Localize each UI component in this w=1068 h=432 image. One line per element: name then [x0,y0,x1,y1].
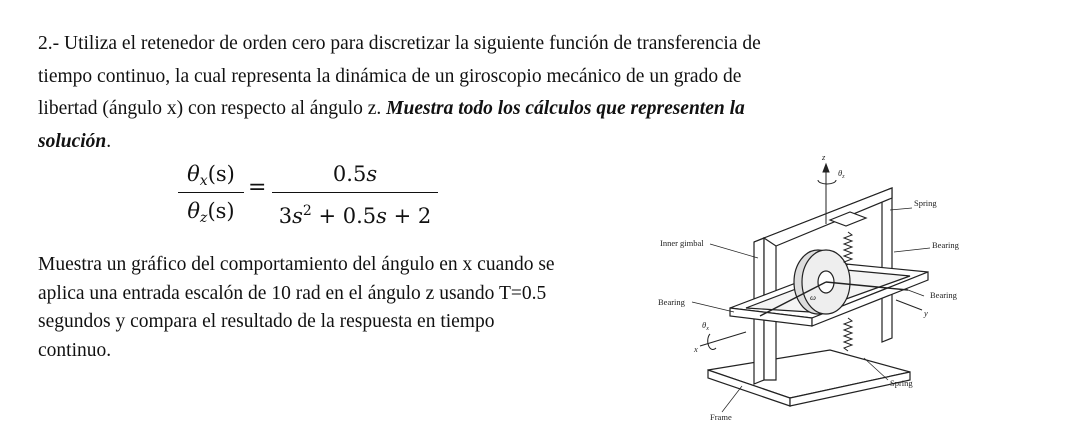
emphasis-period: . [106,130,112,152]
label-theta-z [838,168,845,180]
rhs-fraction [272,158,438,227]
problem-line-2: tiempo continuo, la cual representa la dinámica de un giroscopio mecánico de un grado de [38,65,742,87]
spring-top [844,232,852,265]
fraction-bar [272,192,438,193]
rhs-den-var2: s [376,204,387,228]
theta-z-symbol: θ [838,168,843,178]
x-axis-line [700,332,746,346]
instruction-line-1: Muestra un gráfico del comportamiento del ángulo en x cuando se [38,254,555,275]
label-axis-y: y [924,308,928,318]
lhs-numerator [178,158,244,190]
label-omega: ω [810,292,817,302]
label-axis-z: z [822,152,826,162]
spring-bottom [844,318,852,351]
lhs-fraction [178,158,244,227]
label-frame: Frame [710,412,732,422]
label-spring-top: Spring [914,198,937,208]
problem-line-1: 2.- Utiliza el retenedor de orden cero para discretizar la siguiente función de transferencia de [38,33,761,54]
problem-line-3 [38,93,918,126]
label-bearing-right-top: Bearing [932,240,959,250]
leader-bearing-left [692,302,734,312]
lhs-num-arg: (s) [207,162,235,186]
rhs-den-b: + 0.5 [311,204,377,228]
subscript-x: x [199,173,208,189]
frame-right-post [882,188,892,342]
label-bearing-left: Bearing [658,297,685,307]
z-axis-arrow [823,164,829,172]
frame-top-bar-face [764,188,892,246]
y-axis-line [896,300,922,310]
leader-spring-top [890,208,912,210]
theta-z-sub: z [842,174,845,180]
leader-frame [722,386,742,412]
lhs-denominator [178,195,244,227]
emphasis-text-2: solución [38,130,107,152]
problem-line-3-text: libertad (ángulo x) con respecto al ángulo z. [38,98,387,119]
subscript-z: z [200,210,208,226]
rhs-denominator [272,195,438,227]
label-bearing-right-mid: Bearing [930,290,957,300]
label-theta-x [702,320,709,332]
label-inner-gimbal: Inner gimbal [660,238,704,248]
instruction-line-4: continuo. [38,339,112,361]
instruction-line-2: aplica una entrada escalón de 10 rad en el ángulo z usando T=0.5 [38,282,547,304]
label-spring-bottom: Spring [890,378,913,388]
theta-symbol: θ [187,199,201,223]
equals-sign: = [248,175,267,200]
fraction-bar [178,192,244,193]
rhs-den-var: s [292,204,303,228]
theta-x-symbol: θ [702,320,707,330]
theta-z-arc [818,180,836,184]
rhs-den-exp: 2 [302,203,312,219]
lhs-den-arg: (s) [207,199,235,223]
rhs-num-coef: 0.5 [332,162,367,186]
leader-bearing-right-top [894,248,930,252]
leader-bearing-right-mid [908,290,924,296]
leader-inner-gimbal [710,244,758,258]
rhs-den-a: 3 [278,204,293,228]
label-axis-x: x [694,344,698,354]
rhs-num-var: s [366,162,378,186]
rhs-den-c: + 2 [386,204,432,228]
gyroscope-figure [650,148,980,427]
instruction-line-3: segundos y compara el resultado de la respuesta en tiempo [38,311,495,332]
emphasis-text-1: Muestra todo los cálculos que representen la [386,98,745,119]
theta-x-sub: x [706,326,709,332]
gyroscope-diagram [650,148,980,427]
problem-statement [38,28,918,158]
rhs-numerator [272,158,438,190]
instruction-text [38,251,638,365]
theta-symbol: θ [187,162,200,186]
